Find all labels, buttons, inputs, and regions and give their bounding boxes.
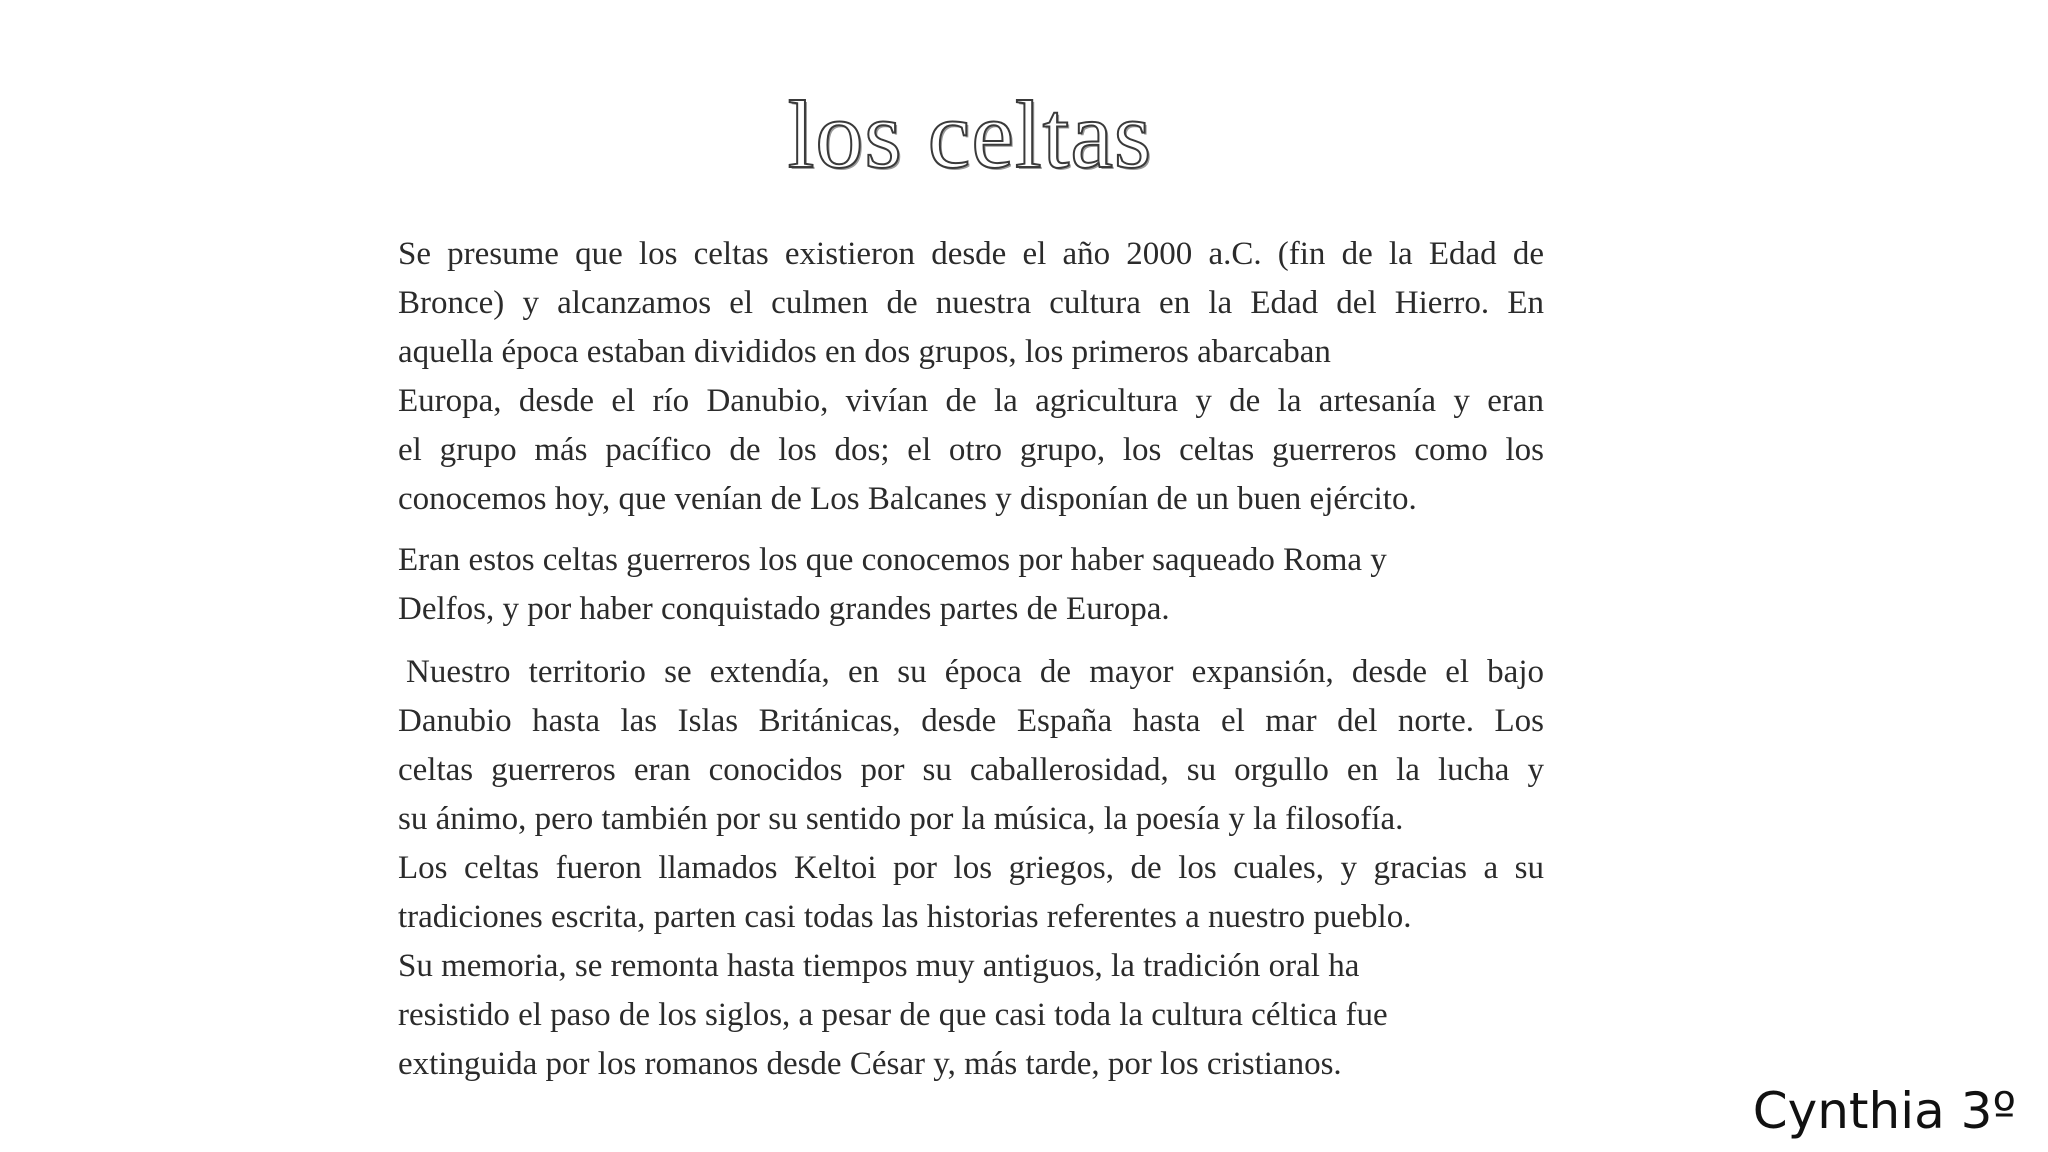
text-line: Su memoria, se remonta hasta tiempos muy antiguos, la tradición oral ha bbox=[398, 948, 1360, 984]
text-line: conocemos hoy, que venían de Los Balcanes y disponían de un buen ejército. bbox=[398, 481, 1417, 517]
text-line: el grupo más pacífico de los dos; el otro grupo, los celtas guerreros como los bbox=[398, 432, 1544, 468]
text-line: resistido el paso de los siglos, a pesar de que casi toda la cultura céltica fue bbox=[398, 997, 1388, 1033]
text-line: Eran estos celtas guerreros los que conocemos por haber saqueado Roma y bbox=[398, 542, 1387, 578]
paragraph-3 bbox=[398, 648, 1548, 1089]
text-line: tradiciones escrita, parten casi todas las historias referentes a nuestro pueblo. bbox=[398, 899, 1412, 935]
author-signature: Cynthia 3º bbox=[1752, 1082, 2016, 1140]
text-line: Danubio hasta las Islas Británicas, desde España hasta el mar del norte. Los bbox=[398, 703, 1544, 739]
text-line: Bronce) y alcanzamos el culmen de nuestra cultura en la Edad del Hierro. En bbox=[398, 285, 1544, 321]
text-line: Los celtas fueron llamados Keltoi por los griegos, de los cuales, y gracias a su bbox=[398, 850, 1544, 886]
text-line: Se presume que los celtas existieron desde el año 2000 a.C. (fin de la Edad de bbox=[398, 236, 1544, 272]
text-line: aquella época estaban divididos en dos grupos, los primeros abarcaban bbox=[398, 334, 1331, 370]
text-line: Europa, desde el río Danubio, vivían de la agricultura y de la artesanía y eran bbox=[398, 383, 1544, 419]
scanned-document bbox=[340, 0, 1600, 1152]
text-line: su ánimo, pero también por su sentido por la música, la poesía y la filosofía. bbox=[398, 801, 1404, 837]
paragraph-1 bbox=[398, 230, 1548, 524]
text-line: Nuestro territorio se extendía, en su época de mayor expansión, desde el bajo bbox=[406, 654, 1544, 690]
paragraph-2 bbox=[398, 536, 1548, 634]
text-line: Delfos, y por haber conquistado grandes partes de Europa. bbox=[398, 591, 1170, 627]
text-line: celtas guerreros eran conocidos por su caballerosidad, su orgullo en la lucha y bbox=[398, 752, 1544, 788]
document-title: los celtas bbox=[787, 81, 1153, 188]
document-body bbox=[398, 230, 1548, 1101]
text-line: extinguida por los romanos desde César y, más tarde, por los cristianos. bbox=[398, 1046, 1342, 1082]
